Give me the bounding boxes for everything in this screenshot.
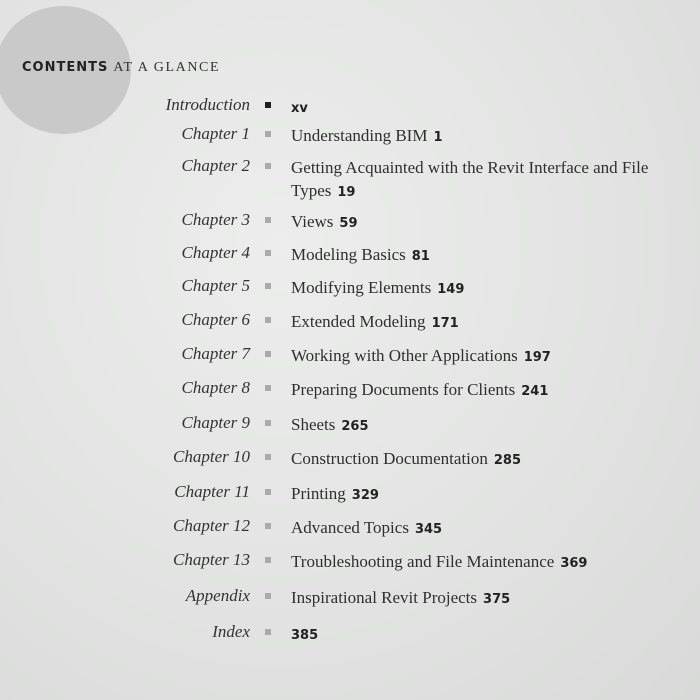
toc-title-block <box>291 482 686 507</box>
toc-page-number: xv <box>291 101 308 116</box>
toc-title: Extended Modeling <box>291 312 426 331</box>
toc-title-block <box>291 310 686 335</box>
toc-title-block <box>291 156 686 204</box>
toc-label: Chapter 1 <box>181 124 250 143</box>
toc-title: Advanced Topics <box>291 518 409 537</box>
square-bullet-icon <box>265 593 271 599</box>
toc-title-block <box>291 622 686 647</box>
toc-title: Modifying Elements <box>291 278 432 297</box>
toc-page-number: 197 <box>523 350 551 365</box>
toc-page-number: 265 <box>341 419 369 434</box>
contents-title: CONTENTS <box>22 60 109 75</box>
toc-page-number: 285 <box>493 453 522 468</box>
toc-page-number: 19 <box>337 185 356 200</box>
toc-title: Printing <box>291 484 346 503</box>
toc-label: Appendix <box>185 586 250 605</box>
toc-page-number: 329 <box>351 488 379 503</box>
toc-title-block <box>291 378 686 403</box>
square-bullet-icon <box>265 351 271 357</box>
toc-label: Chapter 8 <box>181 378 250 397</box>
toc-title: Construction Documentation <box>291 449 488 468</box>
contents-heading <box>22 58 220 76</box>
toc-label: Chapter 6 <box>181 310 250 329</box>
toc-title: Troubleshooting and File Maintenance <box>291 552 555 571</box>
square-bullet-icon <box>265 217 271 223</box>
toc-title: Getting Acquainted with the Revit Interface and File Types <box>291 158 649 200</box>
toc-title: Views <box>291 212 334 231</box>
square-bullet-icon <box>265 317 271 323</box>
toc-title-block <box>291 586 686 611</box>
square-bullet-icon <box>265 102 271 108</box>
square-bullet-icon <box>265 557 271 563</box>
toc-title-block <box>291 344 686 369</box>
toc-label: Introduction <box>165 95 250 114</box>
toc-title: Preparing Documents for Clients <box>291 380 516 399</box>
toc-label: Chapter 4 <box>181 243 250 262</box>
toc-label: Chapter 7 <box>181 344 250 363</box>
square-bullet-icon <box>265 131 271 137</box>
toc-label: Chapter 11 <box>174 482 250 501</box>
square-bullet-icon <box>265 283 271 289</box>
toc-label: Chapter 13 <box>173 550 250 569</box>
square-bullet-icon <box>265 629 271 635</box>
square-bullet-icon <box>265 489 271 495</box>
toc-label: Index <box>212 622 250 641</box>
toc-title-block <box>291 276 686 301</box>
square-bullet-icon <box>265 250 271 256</box>
toc-title-block <box>291 550 686 575</box>
square-bullet-icon <box>265 420 271 426</box>
square-bullet-icon <box>265 385 271 391</box>
toc-page-number: 385 <box>291 628 319 643</box>
toc-label: Chapter 10 <box>173 447 250 466</box>
toc-label: Chapter 12 <box>173 516 250 535</box>
toc-page-number: 149 <box>437 282 465 297</box>
toc-page-number: 241 <box>521 384 549 399</box>
toc-label: Chapter 5 <box>181 276 250 295</box>
toc-page-number: 1 <box>433 130 443 145</box>
toc-label: Chapter 9 <box>181 413 250 432</box>
toc-title: Working with Other Applications <box>291 346 518 365</box>
toc-page-number: 375 <box>483 592 511 607</box>
toc-title: Understanding BIM <box>291 126 428 145</box>
contents-subtitle: AT A GLANCE <box>113 60 221 75</box>
toc-title-block <box>291 413 686 438</box>
toc-page-number: 369 <box>560 556 588 571</box>
toc-title: Inspirational Revit Projects <box>291 588 478 607</box>
toc-title-block <box>291 447 686 472</box>
square-bullet-icon <box>265 454 271 460</box>
toc-page-number: 171 <box>431 316 459 331</box>
toc-label: Chapter 2 <box>181 156 250 175</box>
toc-page-number: 59 <box>339 216 358 231</box>
toc-page-number: 345 <box>414 522 443 537</box>
square-bullet-icon <box>265 523 271 529</box>
toc-title-block <box>291 516 686 541</box>
toc-title-block <box>291 95 686 120</box>
toc-title-block <box>291 210 686 235</box>
toc-title: Sheets <box>291 415 336 434</box>
toc-title: Modeling Basics <box>291 245 406 264</box>
toc-page-number: 81 <box>411 249 430 264</box>
toc-title-block <box>291 243 686 268</box>
square-bullet-icon <box>265 163 271 169</box>
toc-label: Chapter 3 <box>181 210 250 229</box>
toc-title-block <box>291 124 686 149</box>
